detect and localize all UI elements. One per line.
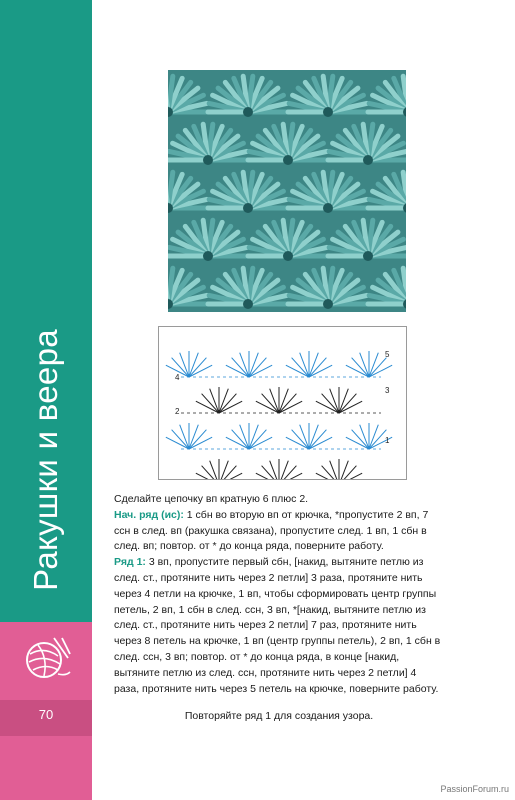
row-number-4: 4 xyxy=(175,373,180,382)
stitch-mark xyxy=(292,358,309,377)
sidebar-title-container xyxy=(0,300,92,620)
fan-center xyxy=(363,251,373,261)
fan-center xyxy=(363,155,373,165)
fan-center xyxy=(323,107,333,117)
stitch-mark xyxy=(339,394,356,413)
stitch-mark xyxy=(352,358,369,377)
page-number: 70 xyxy=(38,707,54,722)
start-row-label: Нач. ряд (ис): xyxy=(114,508,184,521)
stitch-mark xyxy=(309,430,326,449)
stitch-mark xyxy=(249,430,266,449)
fan-center xyxy=(283,251,293,261)
stitch-mark xyxy=(189,430,206,449)
repeat-instruction: Повторяйте ряд 1 для создания узора. xyxy=(184,710,374,722)
stitch-mark xyxy=(202,394,219,413)
fan-center xyxy=(203,251,213,261)
stitch-diagram-svg xyxy=(159,327,406,479)
sidebar-title: Ракушки и веера xyxy=(27,329,64,591)
stitch-mark xyxy=(369,358,386,377)
stitch-mark xyxy=(292,430,309,449)
fan-center xyxy=(243,299,253,309)
crochet-sample-photo xyxy=(168,70,406,312)
stitch-mark xyxy=(309,358,326,377)
instructions xyxy=(114,492,444,697)
crochet-texture xyxy=(168,70,406,312)
stitch-mark xyxy=(352,430,369,449)
stitch-mark xyxy=(189,358,206,377)
stitch-mark xyxy=(219,394,236,413)
fan-center xyxy=(323,299,333,309)
stitch-mark xyxy=(322,394,339,413)
fan-center xyxy=(323,203,333,213)
stitch-mark xyxy=(262,394,279,413)
row1-label: Ряд 1: xyxy=(114,556,146,569)
row-number-3: 3 xyxy=(385,386,390,395)
fan-center xyxy=(203,155,213,165)
row-number-2: 2 xyxy=(175,407,180,416)
yarn-ball-icon xyxy=(24,636,72,680)
start-row-paragraph xyxy=(114,508,444,555)
row-number-5: 5 xyxy=(385,350,390,359)
stitch-mark xyxy=(369,430,386,449)
stitch-mark xyxy=(232,358,249,377)
intro-text: Сделайте цепочку вп кратную 6 плюс 2. xyxy=(114,493,309,505)
stitch-mark xyxy=(232,430,249,449)
stitch-mark xyxy=(172,430,189,449)
fan-center xyxy=(243,203,253,213)
stitch-mark xyxy=(279,394,296,413)
fan-center xyxy=(243,107,253,117)
watermark: PassionForum.ru xyxy=(440,784,509,794)
fan-center xyxy=(283,155,293,165)
stitch-mark xyxy=(249,358,266,377)
row1-text: 3 вп, пропустите первый сбн, [накид, вытяните петлю из след. ст., протяните нить через 2 петли] 3 раза, протяните нить через 4 петли на крючке, 1 вп, чтобы сформировать центр группы петель, 2 вп, 1 сбн в след. ссн, 3 вп, *[накид, вытяните петлю из след. ст., протяните нить через 2 петли] 7 раз, протяните нить через 8 петель на крючке, 1 вп (центр группы петель), 2 вп, 1 сбн в след. ссн, 3 вп; повтор. от * до конца ряда, в конце [накид, вытяните петлю из след. ссн, протяните нить через 2 петли] 4 раза, протяните нить через 5 петель на крючке, поверните работу. xyxy=(114,556,441,695)
start-row-text: 1 сбн во вторую вп от крючка, *пропустите 2 вп, 7 ссн в след. вп (ракушка связана), пропустите след. 1 вп, 1 сбн в след. вп; повтор. от * до конца ряда, поверните работу. xyxy=(114,508,429,553)
row-number-1: 1 xyxy=(385,436,390,445)
stitch-diagram xyxy=(158,326,407,480)
row1-paragraph xyxy=(114,555,444,697)
